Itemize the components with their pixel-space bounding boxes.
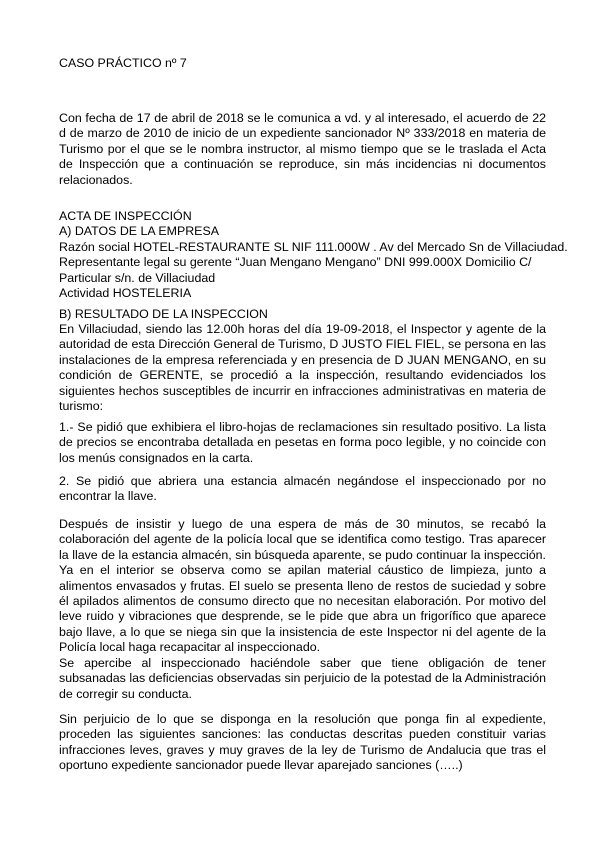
section-b-paragraph: En Villaciudad, siendo las 12.00h horas del día 19-09-2018, el Inspector y agente de la autoridad de esta Dirección General de Turismo, D JUSTO FIEL FIEL, se persona en las instalaciones de la empresa referenciada y en presencia de D JUAN MENGANO, en su condición de GERENTE, se procedió a la inspección, resultando evidenciados los siguientes hechos susceptibles de incurrir en infracciones administrativas en materia de turismo: <box>59 322 546 414</box>
section-a-line: Particular s/n. de Villaciudad <box>59 270 216 285</box>
paragraph-4: Se apercibe al inspeccionado haciéndole saber que tiene obligación de tener subsanadas las deficiencias observadas sin perjuicio de la potestad de la Administración de corregir su conducta. <box>59 656 546 701</box>
section-a-line: Actividad HOSTELERIA <box>59 286 192 301</box>
acta-heading: ACTA DE INSPECCIÓN <box>59 209 192 223</box>
intro-paragraph: Con fecha de 17 de abril de 2018 se le comunica a vd. y al interesado, el acuerdo de 22 d de marzo de 2010 de inicio de un expediente sancionador Nº 333/2018 en materia de Turismo por el que se le nombra instructor, al mismo tiempo que se le traslada el Acta de Inspección que a continuación se reproduce, sin más incidencias ni documentos relacionados. <box>59 111 546 187</box>
section-a-heading: A) DATOS DE LA EMPRESA <box>59 224 219 239</box>
acta-header-block <box>59 209 568 301</box>
paragraph-5: Sin perjuicio de lo que se disponga en la resolución que ponga fin al expediente, proceden las siguientes sanciones: las conductas descritas pueden constituir varias infracciones leves, graves y muy graves de la ley de Turismo de Andalucia que tras el oportuno expediente sancionador puede llevar aparejado sanciones (…..) <box>59 712 546 773</box>
section-a-line: Razón social HOTEL-RESTAURANTE SL NIF 111.000W . Av del Mercado Sn de Villaciudad. <box>59 239 568 254</box>
point-1-paragraph: 1.- Se pidió que exhibiera el libro-hojas de reclamaciones sin resultado positivo. La lista de precios se encontraba detallada en pesetas en forma poco legible, y no coincide con los menús consignados en la carta. <box>59 420 546 465</box>
paragraph-3: Después de insistir y luego de una espera de más de 30 minutos, se recabó la colaboración del agente de la policía local que se identifica como testigo. Tras aparecer la llave de la estancia almacén, sin búsqueda aparente, se pudo continuar la inspección. Ya en el interior se observa como se apilan material cáustico de limpieza, junto a alimentos envasados y frutas. El suelo se presenta lleno de restos de suciedad y sobre él apilados alimentos de consumo directo que no necesitan elaboración. Por motivo del leve ruido y vibraciones que desprende, se le pide que abra un frigorífico que aparece bajo llave, a lo que se niega sin que la insistencia de este Inspector ni del agente de la Policía local haga recapacitar al inspeccionado. <box>59 517 546 655</box>
section-a-line: Representante legal su gerente “Juan Mengano Mengano” DNI 999.000X Domicilio C/ <box>59 255 532 270</box>
section-b-heading: B) RESULTADO DE LA INSPECCION <box>59 307 268 321</box>
point-2-paragraph: 2. Se pidió que abriera una estancia almacén negándose el inspeccionado por no encontrar la llave. <box>59 474 546 504</box>
section-b-heading-block <box>59 307 546 322</box>
case-title: CASO PRÁCTICO nº 7 <box>59 56 187 70</box>
